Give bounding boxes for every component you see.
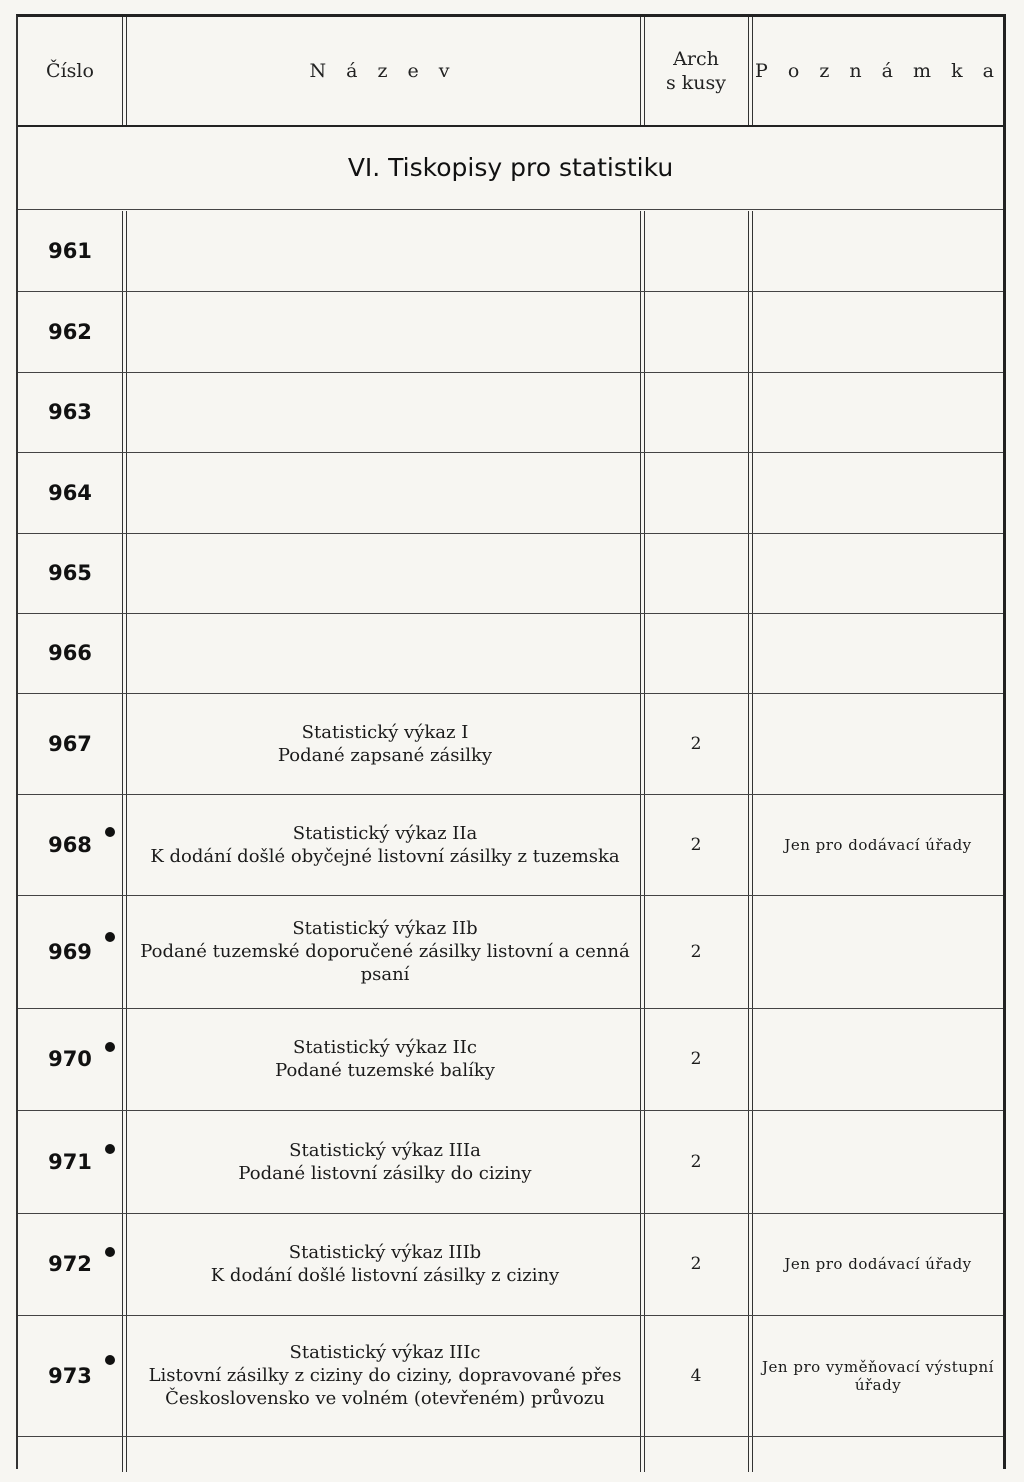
arch-count: 2 xyxy=(690,1151,702,1172)
table-row xyxy=(18,372,1003,452)
arch-count xyxy=(644,452,748,533)
marker-dot-icon xyxy=(105,827,115,837)
form-subtitle: Podané tuzemské balíky xyxy=(275,1060,495,1081)
form-name xyxy=(130,211,640,291)
form-note xyxy=(752,533,1004,613)
form-name xyxy=(130,794,640,895)
marker-dot-icon xyxy=(105,1042,115,1052)
form-name xyxy=(130,1315,640,1436)
table-row xyxy=(18,211,1003,291)
table-row xyxy=(18,533,1003,613)
arch-count: 4 xyxy=(690,1365,702,1386)
form-name xyxy=(130,452,640,533)
marker-dot-icon xyxy=(105,932,115,942)
form-number: 972 xyxy=(48,1252,92,1276)
header-nazev-text: N á z e v xyxy=(309,60,457,82)
form-title: Statistický výkaz IIIa xyxy=(289,1139,481,1161)
form-title: Statistický výkaz IIa xyxy=(292,822,478,844)
form-subtitle: Listovní zásilky z ciziny do ciziny, dopravované přes Československo ve volném (otevřeném) průvozu xyxy=(148,1365,622,1409)
header-arch-line1: Arch xyxy=(673,48,719,70)
section-title: VI. Tiskopisy pro statistiku xyxy=(347,152,674,182)
form-name xyxy=(130,895,640,1008)
arch-count: 2 xyxy=(690,1254,702,1274)
form-title: Statistický výkaz IIb xyxy=(292,918,478,939)
table-row xyxy=(18,1008,1003,1110)
header-cislo-text: Číslo xyxy=(46,60,94,82)
form-name xyxy=(130,613,640,693)
table-row xyxy=(18,794,1003,895)
form-title: Statistický výkaz IIIc xyxy=(289,1342,481,1363)
table-row xyxy=(18,291,1003,372)
form-number: 965 xyxy=(48,561,92,585)
form-subtitle: K dodání došlé obyčejné listovní zásilky z tuzemska xyxy=(150,845,620,867)
form-table xyxy=(16,14,1006,1469)
header-cislo xyxy=(18,17,122,125)
arch-count: 2 xyxy=(690,1049,702,1069)
form-subtitle: Podané listovní zásilky do ciziny xyxy=(238,1162,532,1184)
form-number: 969 xyxy=(48,939,92,964)
arch-count xyxy=(644,613,748,693)
form-note xyxy=(752,895,1004,1008)
header-arch xyxy=(644,17,748,125)
form-number: 966 xyxy=(48,641,92,665)
marker-dot-icon xyxy=(105,1144,115,1154)
form-number: 968 xyxy=(48,832,92,857)
table-row xyxy=(18,1315,1003,1436)
form-subtitle: Podané zapsané zásilky xyxy=(277,744,493,766)
form-number: 970 xyxy=(48,1047,92,1071)
form-number: 967 xyxy=(48,731,92,756)
form-note xyxy=(752,613,1004,693)
form-number: 971 xyxy=(48,1149,92,1174)
table-row xyxy=(18,1110,1003,1213)
arch-count: 2 xyxy=(690,733,702,754)
marker-dot-icon xyxy=(105,1247,115,1257)
column-rule xyxy=(122,17,123,125)
form-number: 973 xyxy=(48,1363,92,1388)
form-note xyxy=(752,211,1004,291)
arch-count xyxy=(644,211,748,291)
form-number: 961 xyxy=(48,239,92,263)
column-rule xyxy=(748,17,749,125)
form-name xyxy=(130,372,640,452)
table-row xyxy=(18,1213,1003,1315)
form-title: Statistický výkaz IIIb xyxy=(288,1242,482,1263)
marker-dot-icon xyxy=(105,1355,115,1365)
form-name xyxy=(130,1008,640,1110)
table-row xyxy=(18,895,1003,1008)
arch-count xyxy=(644,291,748,372)
header-nazev xyxy=(126,17,640,125)
arch-count xyxy=(644,533,748,613)
form-name xyxy=(130,533,640,613)
form-name xyxy=(130,1110,640,1213)
form-number: 963 xyxy=(48,400,92,424)
header-poznamka-text: P o z n á m k a xyxy=(755,60,1001,82)
table-row xyxy=(18,452,1003,533)
table-row xyxy=(18,613,1003,693)
header-poznamka xyxy=(752,17,1004,125)
arch-count: 2 xyxy=(690,941,702,962)
form-name xyxy=(130,1213,640,1315)
arch-count xyxy=(644,372,748,452)
form-note xyxy=(752,452,1004,533)
row-rule xyxy=(18,1436,1003,1437)
section-rule xyxy=(18,209,1003,210)
form-note: Jen pro dodávací úřady xyxy=(784,835,972,854)
form-note xyxy=(752,1110,1004,1213)
form-note: Jen pro dodávací úřady xyxy=(784,1255,972,1273)
form-number: 964 xyxy=(48,480,92,505)
header-arch-line2: s kusy xyxy=(665,72,727,94)
form-note xyxy=(752,693,1004,794)
form-note: Jen pro vyměňovací výstupní úřady xyxy=(762,1357,994,1394)
form-number: 962 xyxy=(48,319,92,344)
form-subtitle: K dodání došlé listovní zásilky z ciziny xyxy=(210,1265,560,1286)
form-name xyxy=(130,693,640,794)
arch-count: 2 xyxy=(690,834,702,855)
table-row xyxy=(18,693,1003,794)
form-title: Statistický výkaz IIc xyxy=(293,1037,477,1058)
column-rule xyxy=(640,17,641,125)
form-note xyxy=(752,1008,1004,1110)
form-note xyxy=(752,291,1004,372)
form-name xyxy=(130,291,640,372)
form-subtitle: Podané tuzemské doporučené zásilky listovní a cenná psaní xyxy=(140,941,630,985)
form-note xyxy=(752,372,1004,452)
form-title: Statistický výkaz I xyxy=(301,721,469,743)
